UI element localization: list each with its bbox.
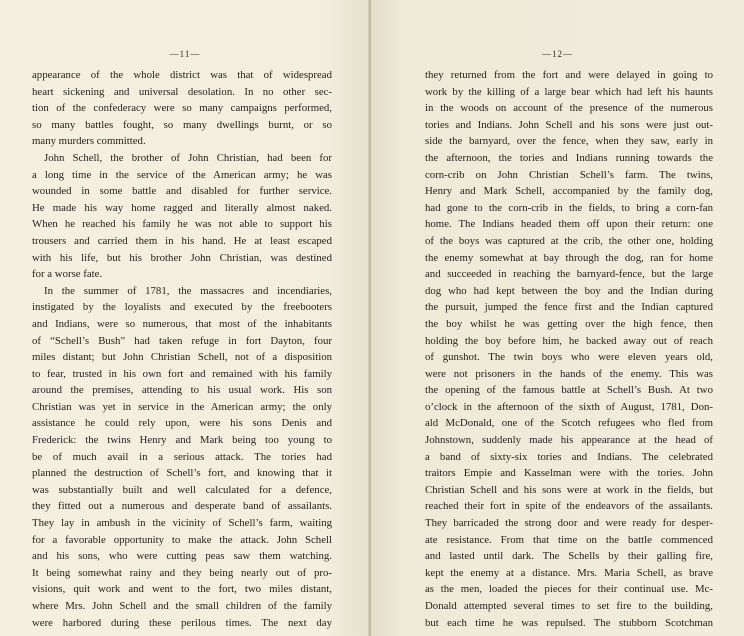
text-line: and Indians, were so numerous, that most of the inhabitants xyxy=(32,317,332,330)
text-line: Christian Schell and his sons were at work in the fields, but xyxy=(425,483,713,496)
text-line: of “Schell’s Bush” had taken refuge in fort Dayton, four xyxy=(32,334,332,347)
page-number: —11— xyxy=(169,49,201,59)
text-line: tion of the confederacy were so many campaigns performed, xyxy=(32,102,332,115)
left-page xyxy=(0,0,370,636)
text-line: to fear, trusted in his own fort and remained with his family xyxy=(32,367,332,380)
text-line: appearance of the whole district was that of widespread xyxy=(32,69,332,81)
text-line: for a favorable opportunity to make the attack. John Schell xyxy=(32,533,332,546)
text-line: the enemy somewhat at bay through the dog, ran for home xyxy=(425,251,713,264)
text-line: had gone to the corn-crib in the fields, to bring a corn-fan xyxy=(425,201,713,214)
text-line: with his life, but his brother John Christian, was destined xyxy=(32,251,332,264)
text-line: Frederick: the twins Henry and Mark being too young to xyxy=(32,434,332,447)
text-line: miles distant; but John Christian Schell, not of a disposition xyxy=(32,351,332,364)
text-line: be of much avail in a serious attack. The tories had xyxy=(32,450,332,463)
text-line: instigated by the loyalists and executed by the freebooters xyxy=(32,301,332,314)
text-line: trousers and carried them in his hand. He at least escaped xyxy=(32,234,332,247)
text-line: so many battles fought, so many dwellings burnt, or so xyxy=(32,118,332,131)
text-line: planned the destruction of Schell’s fort, and knowing that it xyxy=(32,467,332,480)
text-line: visions, quit work and went to the fort, two miles distant, xyxy=(32,583,332,596)
text-line: were harbored during these perilous times. The next day xyxy=(32,616,332,629)
text-line: ald McDonald, one of the Scotch refugees who fled from xyxy=(425,417,713,430)
text-line: where Mrs. John Schell and the small children of the family xyxy=(32,600,332,612)
text-line: and his sons, who were cutting peas saw them watching. xyxy=(32,550,332,563)
text-line: holding the boy before him, he backed away out of reach xyxy=(425,334,713,347)
text-line: They lay in ambush in the vicinity of Schell’s farm, waiting xyxy=(32,517,332,530)
text-line: side the barnyard, over the fence, when they saw, early in xyxy=(425,135,713,148)
page-text xyxy=(32,67,332,631)
text-line: reached their fort in spite of the endeavors of the assailants. xyxy=(425,500,713,513)
text-line: were not prisoners in the hands of the enemy. This was xyxy=(425,367,713,380)
text-line: traitors Empie and Kasselman were with the tories. John xyxy=(425,467,713,480)
text-line: dog who had kept between the boy and the Indian during xyxy=(425,284,713,297)
text-line: heart sickening and universal desolation. In no other sec- xyxy=(32,85,332,98)
text-line: Donald attempted several times to set fire to the building, xyxy=(425,600,713,612)
text-line: o’clock in the afternoon of the sixth of August, 1781, Don- xyxy=(425,400,713,413)
text-line: assistance he could rely upon, were his sons Denis and xyxy=(32,417,332,430)
text-line: of gunshot. The twin boys who were eleven years old, xyxy=(425,351,713,364)
page-number: —12— xyxy=(542,49,573,59)
text-line: was substantially built and well calculated for a defence, xyxy=(32,483,332,496)
text-line: the boy whilst he was getting over the high fence, then xyxy=(425,317,713,330)
text-line: When he reached his family he was not able to support his xyxy=(32,218,332,231)
text-line: Johnstown, suddenly made his appearance at the head of xyxy=(425,434,713,447)
text-line: a long time in the service of the American army; he was xyxy=(32,168,332,181)
text-line: They barricaded the strong door and were ready for desper- xyxy=(425,517,713,530)
text-line: tories and Indians. John Schell and his sons were just out- xyxy=(425,118,713,131)
text-line: Christian was yet in service in the American army; the only xyxy=(32,400,332,413)
text-line: and succeeded in reaching the barnyard-fence, but the large xyxy=(425,268,713,281)
right-page xyxy=(371,0,744,636)
text-line: wounded in some battle and disabled for further service. xyxy=(32,185,332,198)
text-line: the afternoon, the tories and Indians running towards the xyxy=(425,151,713,164)
text-line: John Schell, the brother of John Christian, had been for xyxy=(44,151,332,164)
text-line: but each time he was repulsed. The stubborn Scotchman xyxy=(425,616,713,629)
text-line: a band of sixty-six tories and Indians. The celebrated xyxy=(425,450,713,463)
text-line: work by the killing of a large bear which had left his haunts xyxy=(425,85,713,98)
text-line: and lasted until dark. The Schells by their galling fire, xyxy=(425,550,713,563)
text-line: the opening of the famous battle at Schell’s Bush. At two xyxy=(425,384,713,397)
text-line: home. The Indians headed them off upon their return: one xyxy=(425,218,713,231)
text-line: many murders committed. xyxy=(32,135,146,148)
text-line: corn-crib on John Christian Schell’s farm. The twins, xyxy=(425,168,713,181)
text-line: of the boys was captured at the crib, the other one, holding xyxy=(425,234,713,247)
text-line: as the men, loaded the pieces for their continual use. Mc- xyxy=(425,583,713,596)
text-line: they returned from the fort and were delayed in going to xyxy=(425,69,713,81)
page-text xyxy=(425,67,713,631)
text-line: the pursuit, jumped the fence first and the Indian captured xyxy=(425,301,713,314)
text-line: Henry and Mark Schell, accompanied by the family dog, xyxy=(425,185,713,198)
text-line: they fitted out a numerous and desperate band of assailants. xyxy=(32,500,332,513)
text-line: He made his way home ragged and literally almost naked. xyxy=(32,201,332,214)
text-line: In the summer of 1781, the massacres and incendiaries, xyxy=(44,284,332,297)
text-line: ate resistance. From that time on the battle commenced xyxy=(425,533,713,546)
text-line: around the premises, attending to his usual work. His son xyxy=(32,384,332,397)
text-line: kept the enemy at a distance. Mrs. Maria Schell, as brave xyxy=(425,566,713,579)
text-line: for a worse fate. xyxy=(32,268,103,281)
text-line: It being somewhat rainy and they being nearly out of pro- xyxy=(32,566,332,579)
text-line: in the woods on account of the presence of the numerous xyxy=(425,102,713,115)
